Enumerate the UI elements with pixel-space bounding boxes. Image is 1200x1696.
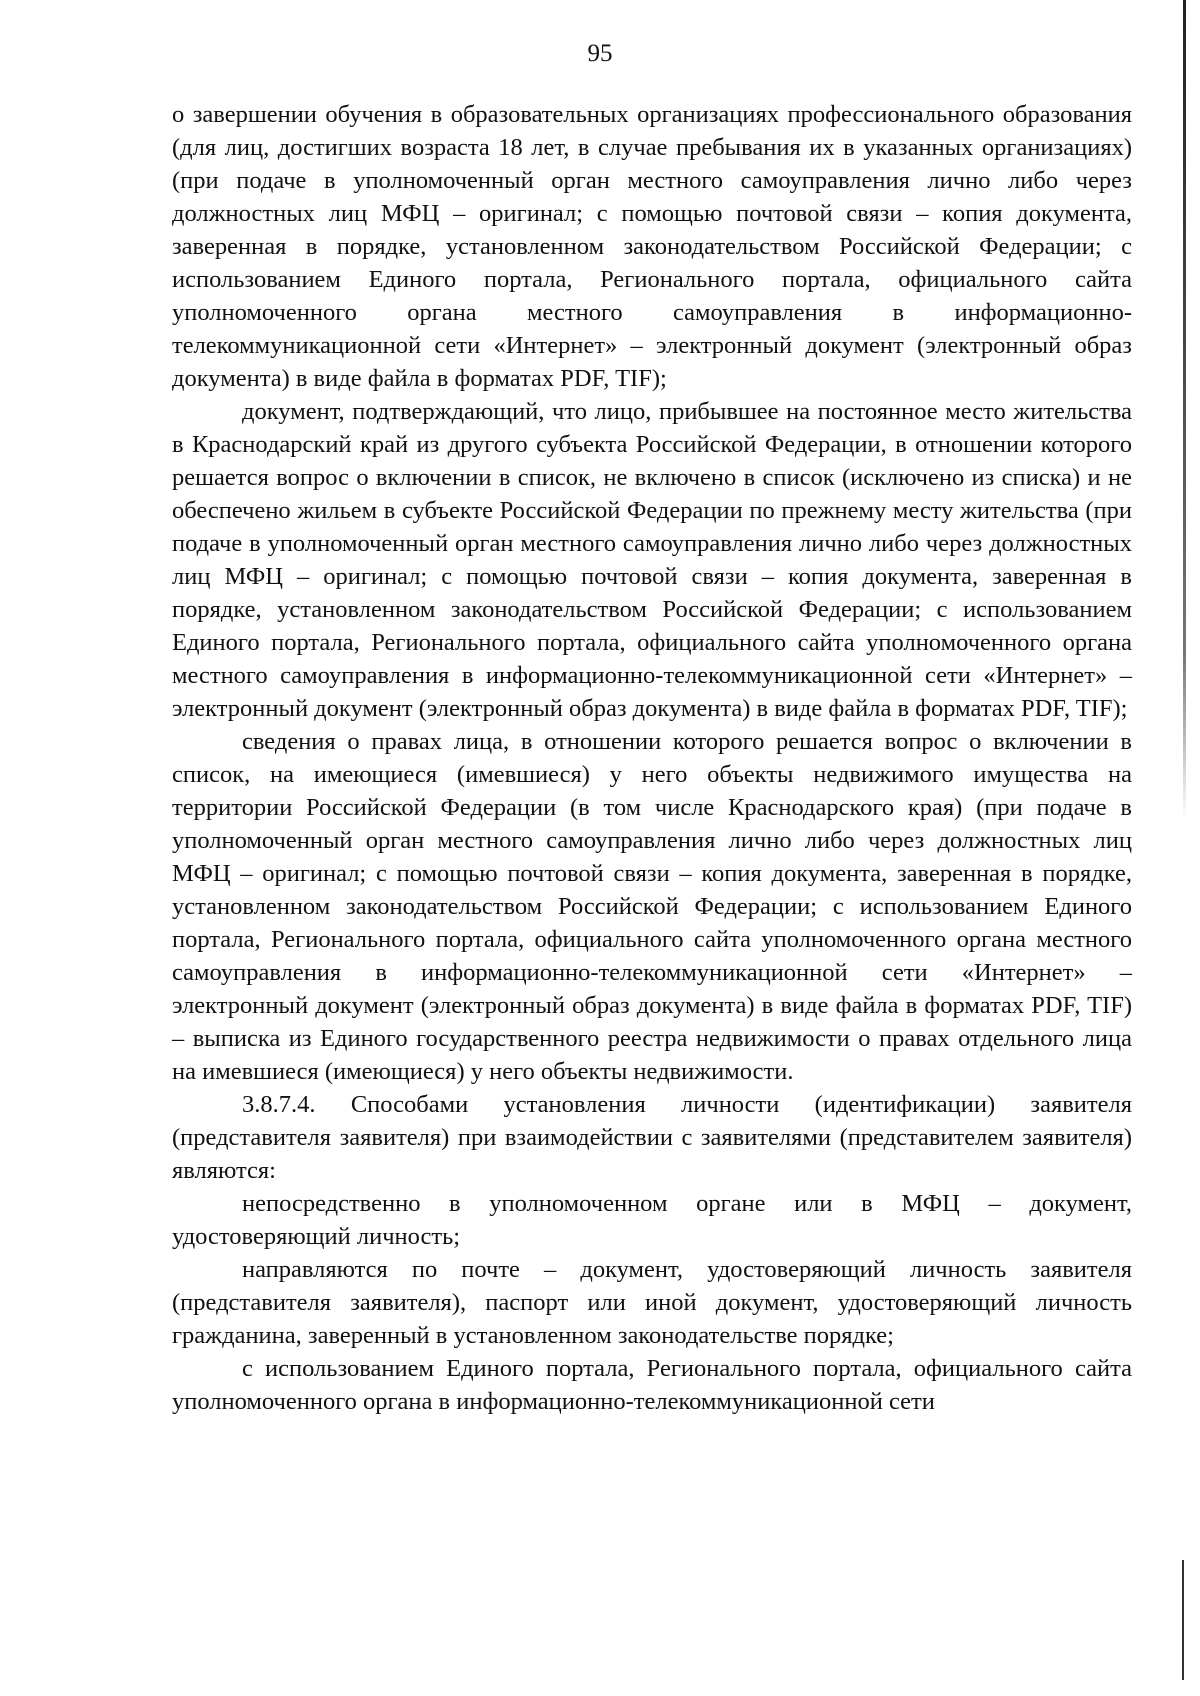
scan-edge-shadow-bottom	[1182, 1560, 1184, 1680]
page-number: 95	[587, 40, 613, 67]
paragraph-identification-methods: 3.8.7.4. Способами установления личности (идентификации) заявителя (представителя заявителя) при взаимодействии с заявителями (представителем заявителя) являются:	[172, 1091, 1132, 1184]
paragraph-property-rights: сведения о правах лица, в отношении которого решается вопрос о включении в список, на имеющиеся (имевшиеся) у него объекты недвижимого имущества на территории Российской Федерации (в том числе Краснодарского края) (при подаче в уполномоченный орган местного самоуправления лично либо через должностных лиц МФЦ – оригинал; с помощью почтовой связи – копия документа, заверенная в порядке, установленном законодательством Российской Федерации; с использованием Единого портала, Регионального портала, официального сайта уполномоченного органа местного самоуправления в информационно-телекоммуникационной сети «Интернет» – электронный документ (электронный образ документа) в виде файла в форматах PDF, TIF) – выписка из Единого государственного реестра недвижимости о правах отдельного лица на имевшиеся (имеющиеся) у него объекты недвижимости.	[172, 728, 1132, 1085]
paragraph-by-mail: направляются по почте – документ, удостоверяющий личность заявителя (представителя заявителя), паспорт или иной документ, удостоверяющий личность гражданина, заверенный в установленном законодательстве порядке;	[172, 1256, 1132, 1349]
document-body	[172, 98, 1132, 1418]
paragraph-continued-education: о завершении обучения в образовательных организациях профессионального образования (для лиц, достигших возраста 18 лет, в случае пребывания их в указанных организациях) (при подаче в уполномоченный орган местного самоуправления лично либо через должностных лиц МФЦ – оригинал; с помощью почтовой связи – копия документа, заверенная в порядке, установленном законодательством Российской Федерации; с использованием Единого портала, Регионального портала, официального сайта уполномоченного органа местного самоуправления в информационно-телекоммуникационной сети «Интернет» – электронный документ (электронный образ документа) в виде файла в форматах PDF, TIF);	[172, 101, 1132, 392]
paragraph-in-person: непосредственно в уполномоченном органе или в МФЦ – документ, удостоверяющий личность;	[172, 1190, 1132, 1250]
scan-edge-shadow	[1183, 0, 1186, 820]
paragraph-residence-document: документ, подтверждающий, что лицо, прибывшее на постоянное место жительства в Краснодарский край из другого субъекта Российской Федерации, в отношении которого решается вопрос о включении в список, не включено в список (исключено из списка) и не обеспечено жильем в субъекте Российской Федерации по прежнему месту жительства (при подаче в уполномоченный орган местного самоуправления лично либо через должностных лиц МФЦ – оригинал; с помощью почтовой связи – копия документа, заверенная в порядке, установленном законодательством Российской Федерации; с использованием Единого портала, Регионального портала, официального сайта уполномоченного органа местного самоуправления в информационно-телекоммуникационной сети «Интернет» – электронный документ (электронный образ документа) в виде файла в форматах PDF, TIF);	[172, 398, 1132, 722]
paragraph-online-portal: с использованием Единого портала, Регионального портала, официального сайта уполномоченного органа в информационно-телекоммуникационной сети	[172, 1355, 1132, 1415]
